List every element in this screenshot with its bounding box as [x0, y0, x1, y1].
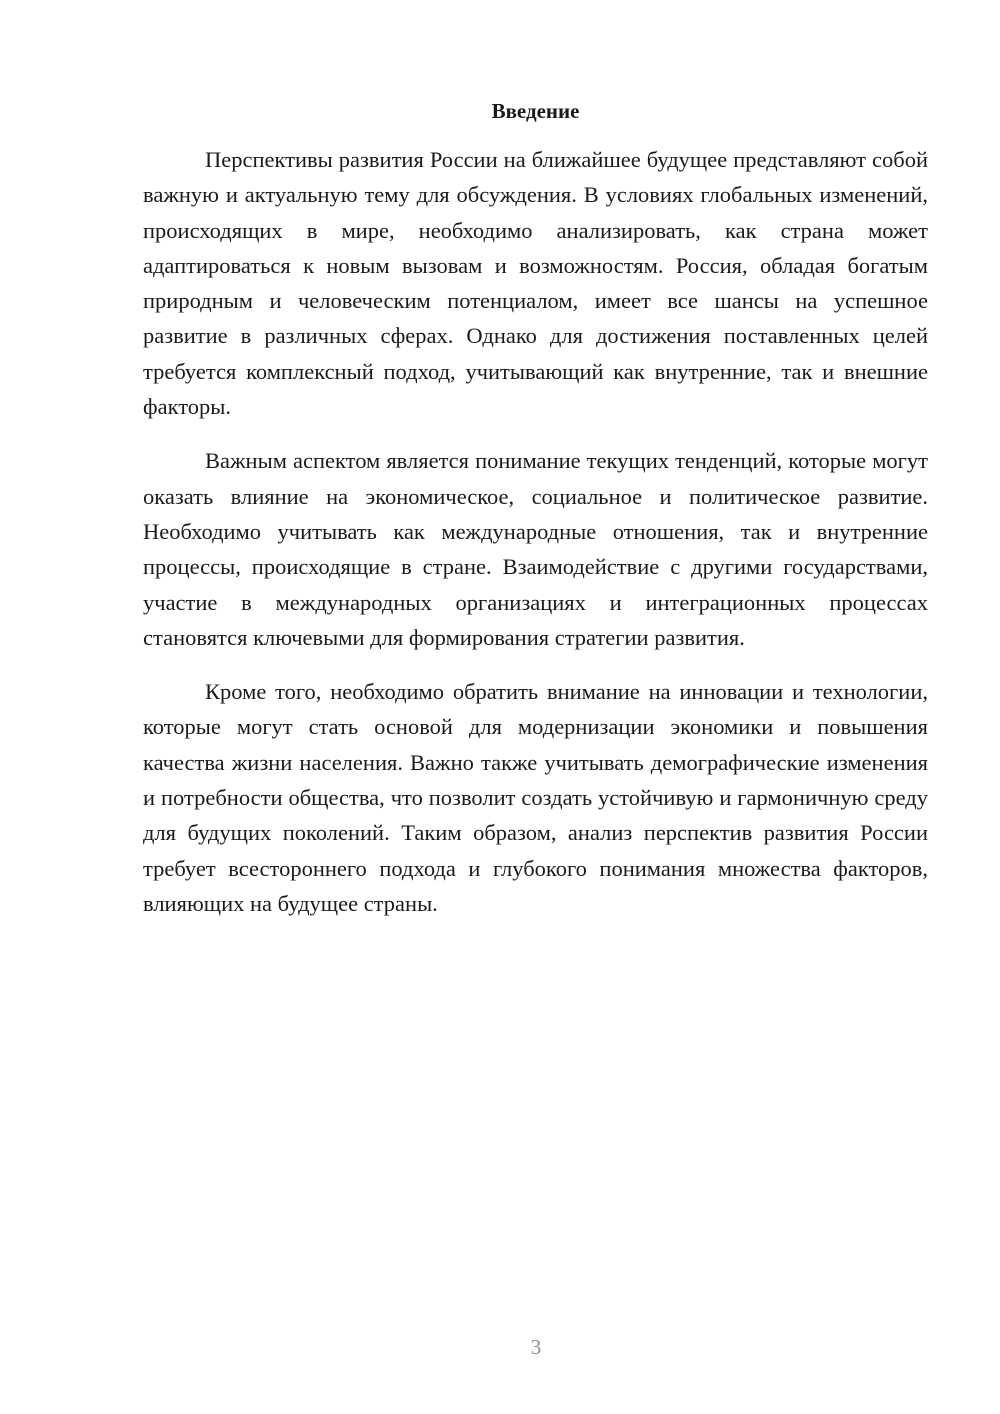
- page-title: Введение: [491, 99, 580, 123]
- paragraph-2: Важным аспектом является понимание текущих тенденций, которые могут оказать влияние на экономическое, социальное и политическое развитие. Необходимо учитывать как международные отношения, так и внутренние процессы, происходящие в стране. Взаимодействие с другими государствами, участие в международных организациях и интеграционных процессах становятся ключевыми для формирования стратегии развития.: [143, 448, 928, 650]
- paragraph-3: Кроме того, необходимо обратить внимание на инновации и технологии, которые могут стать основой для модернизации экономики и повышения качества жизни населения. Важно также учитывать демографические изменения и потребности общества, что позволит создать устойчивую и гармоничную среду для будущих поколений. Таким образом, анализ перспектив развития России требует всестороннего подхода и глубокого понимания множества факторов, влияющих на будущее страны.: [143, 679, 928, 916]
- page-number: 3: [530, 1335, 542, 1359]
- paragraph-1: Перспективы развития России на ближайшее будущее представляют собой важную и актуальную тему для обсуждения. В условиях глобальных изменений, происходящих в мире, необходимо анализировать, как страна может адаптироваться к новым вызовам и возможностям. Россия, обладая богатым природным и человеческим потенциалом, имеет все шансы на успешное развитие в различных сферах. Однако для достижения поставленных целей требуется комплексный подход, учитывающий как внутренние, так и внешние факторы.: [143, 147, 928, 420]
- document-body: [143, 142, 928, 940]
